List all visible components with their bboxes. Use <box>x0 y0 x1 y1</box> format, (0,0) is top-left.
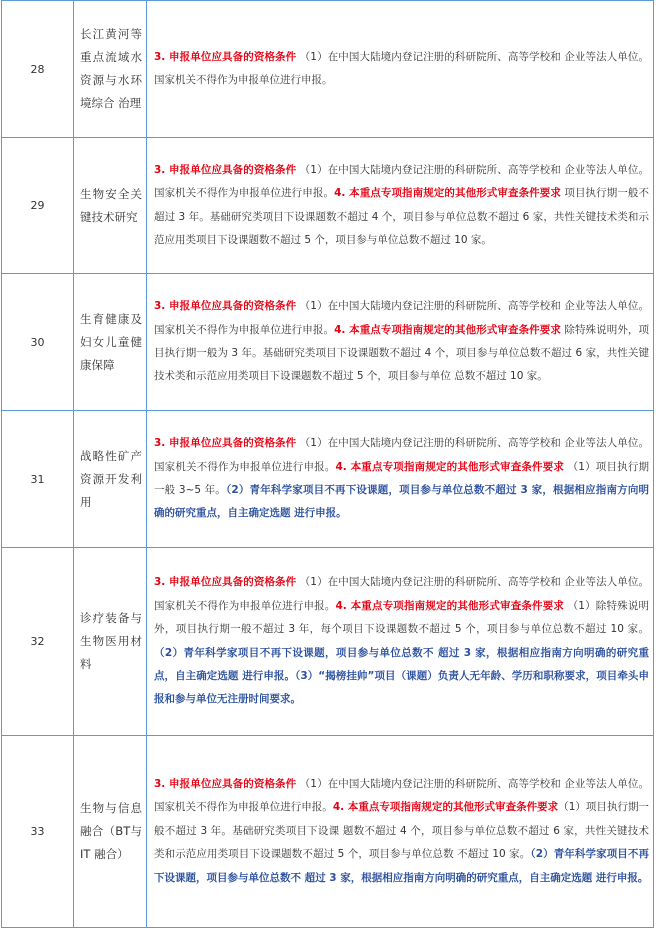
body-text: 项目执行期一般不超过 3 年。基础研究类项目下设课题数不超过 4 个，项目参与单位总数不超过 6 家，共性关键技术类和示范应用类项目下设课题数不超过 5 个，项目参与单位总数不超过 10 家。 <box>154 187 650 246</box>
table-row <box>2 736 654 928</box>
section-heading: 4. 本重点专项指南规定的其他形式审查条件要求 <box>335 599 565 612</box>
body-text: （1）在中国大陆境内登记注册的科研院所、高等学校和 企业等法人单位。国家机关不得作为申报单位进行申报。 <box>154 50 649 86</box>
body-text: （1）项目执行期一般不超过 3 年。基础研究类项目下设课 题数不超过 4 个，项目参与单位总数不超过 6 家，共性关键技术 类和示范应用类项目下设课题数不超过 5 个，项目参与单位总数 不超过 10 家。 <box>154 801 650 861</box>
conditions-table <box>1 0 654 928</box>
section-heading: 4. 本重点专项指南规定的其他形式审查条件要求 <box>334 323 561 336</box>
body-text: （1）在中国大陆境内登记注册的科研院所、高等学校和 企业等法人单位。国家机关不得作为申报单位进行申报。 <box>154 163 649 200</box>
topic-cell: 生物安全关键技术研究 <box>74 138 147 274</box>
section-heading: 4. 本重点专项指南规定的其他形式审查条件要求 <box>332 801 559 814</box>
body-text: （1）在中国大陆境内登记注册的科研院所、高等学校和 企业等法人单位。国家机关不得作为申报单位进行申报。 <box>154 576 649 612</box>
content-cell <box>147 138 654 274</box>
table-row <box>2 548 654 736</box>
content-cell <box>147 411 654 548</box>
body-text: 除特殊说明外，项目执行期一般为 3 年。基础研究类项目下设课题数不超过 4 个，项目参与单位总数不超过 6 家，共性关键技术类和示范应用类项目下设课题数不超过 5 个，项目参与单位 总数不超过 10 家。 <box>154 323 650 383</box>
body-text: （1）在中国大陆境内登记注册的科研院所、高等学校和 企业等法人单位。国家机关不得作为申报单位进行申报。 <box>154 777 649 814</box>
highlight-text: （2）青年科学家项目不再下设课题，项目参与单位总数不超过 3 家，根据相应指南方向明确的研究重点，自主确定选题 进行申报。 <box>154 484 650 520</box>
section-heading: 4. 本重点专项指南规定的其他形式审查条件要求 <box>334 187 561 200</box>
section-heading: 4. 本重点专项指南规定的其他形式审查条件要求 <box>335 460 565 473</box>
row-number: 33 <box>2 736 74 928</box>
row-number: 31 <box>2 411 74 548</box>
row-number: 30 <box>2 274 74 411</box>
highlight-text: （2）青年科学家项目不再下设课题，项目参与单位总数不 超过 3 家，根据相应指南方向明确的研究重点，自主确定选题 进行申报。（3）“揭榜挂帅”项目（课题）负责人无年龄、学历和职称要求，项目牵头申报和参与单位无注册时间要求。 <box>154 646 649 706</box>
topic-cell: 生育健康及妇女儿童健康保障 <box>74 274 147 411</box>
section-heading: 3. 申报单位应具备的资格条件 <box>154 576 297 589</box>
body-text: （1）项目执行期一般 3~5 年。 <box>154 460 649 496</box>
section-heading: 3. 申报单位应具备的资格条件 <box>154 777 297 790</box>
section-heading: 3. 申报单位应具备的资格条件 <box>154 437 297 450</box>
topic-cell: 长江黄河等重点流域水资源与水环境综合 治理 <box>74 1 147 138</box>
table-row <box>2 274 654 411</box>
content-cell <box>147 274 654 411</box>
row-number: 28 <box>2 1 74 138</box>
body-text: （1）在中国大陆境内登记注册的科研院所、高等学校和 企业等法人单位。国家机关不得作为申报单位进行申报。 <box>154 300 649 336</box>
table-row <box>2 1 654 138</box>
section-heading: 3. 申报单位应具备的资格条件 <box>154 163 297 176</box>
topic-cell: 生物与信息融合（BT与 IT 融合） <box>74 736 147 928</box>
topic-cell: 战略性矿产资源开发利用 <box>74 411 147 548</box>
row-number: 29 <box>2 138 74 274</box>
content-cell <box>147 548 654 736</box>
content-cell <box>147 1 654 138</box>
body-text: （1）除特殊说明外，项目执行期一般不超过 3 年，每个项目下设课题数不超过 5 个，项目参与单位总数不超过 10 家。 <box>154 599 649 636</box>
section-heading: 3. 申报单位应具备的资格条件 <box>154 50 297 63</box>
highlight-text: （2）青年科学家项目不再下设课题，项目参与单位总数不 超过 3 家，根据相应指南方向明确的研究重点，自主确定选题 进行申报。 <box>154 848 649 884</box>
table-row <box>2 138 654 274</box>
topic-cell: 诊疗装备与生物医用材料 <box>74 548 147 736</box>
table-row <box>2 411 654 548</box>
row-number: 32 <box>2 548 74 736</box>
section-heading: 3. 申报单位应具备的资格条件 <box>154 300 297 313</box>
content-cell <box>147 736 654 928</box>
body-text: （1）在中国大陆境内登记注册的科研院所、高等学校和 企业等法人单位。国家机关不得作为申报单位进行申报。 <box>154 437 649 473</box>
